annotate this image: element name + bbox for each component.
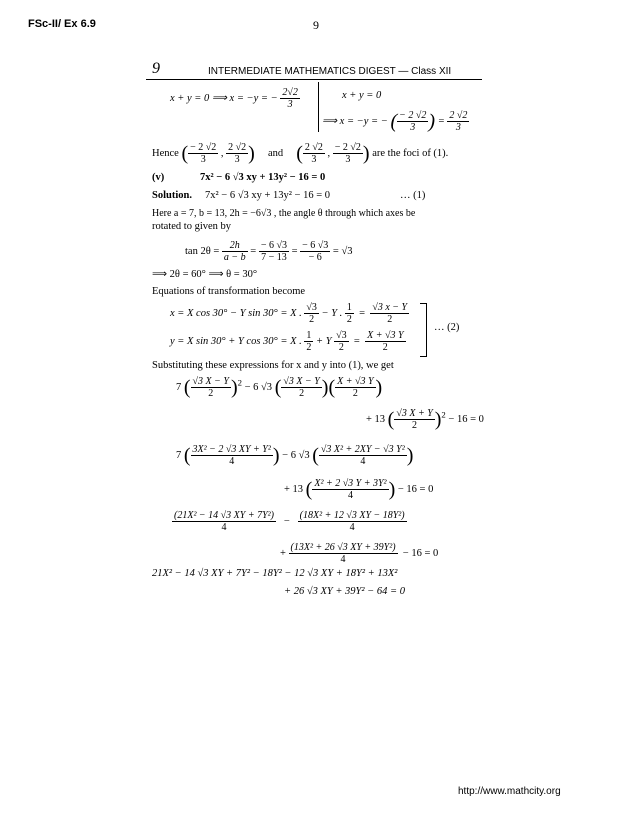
digest-title: INTERMEDIATE MATHEMATICS DIGEST — Class XII	[208, 66, 452, 77]
vertical-divider	[318, 82, 319, 132]
step-8: + 26 √3 XY + 39Y² − 64 = 0	[284, 586, 405, 597]
part-v-label: (v)	[152, 172, 165, 183]
step-2: + 13 ( $\frac{√3 X + Y}{2}$ )$^2$ − 16 = 0	[366, 408, 484, 431]
transformation-heading: Equations of transformation become	[152, 286, 306, 297]
solution-equation: 7x² − 6 √3 xy + 13y² − 16 = 0	[205, 190, 330, 201]
step-7: 21X² − 14 √3 XY + 7Y² − 18Y² − 12 √3 XY + 18Y² + 13X²	[152, 568, 398, 579]
line1-left: x + y = 0 ⟹ x = −y = − $\frac{2√2}{3}$	[170, 87, 298, 110]
header-rule	[146, 79, 482, 80]
equation-tag-2: … (2)	[434, 322, 460, 333]
part-v-equation: 7x² − 6 √3 xy + 13y² − 16 = 0	[200, 172, 326, 183]
step-6: + $\frac{\text{(13X² + 26 √3 XY + 39Y²)}}{4}$ − 16 = 0	[280, 542, 439, 565]
step-3: 7 ( $\frac{\text{3X² − 2 √3 XY + Y²}}{4}$ ) − 6 √3 ( $\frac{\text{√3 X² + 2XY − √3 Y²}}{4}$ )	[176, 444, 414, 467]
step-5: $\frac{\text{(21X² − 14 √3 XY + 7Y²)}}{4}$ − $\frac{\text{(18X² + 12 √3 XY − 18Y²)}}{4}$	[174, 510, 405, 533]
substituting-line: Substituting these expressions for x and y into (1), we get	[152, 360, 394, 371]
equation-tag-1: … (1)	[400, 190, 426, 201]
footer-url[interactable]: http://www.mathcity.org	[458, 786, 561, 797]
transform-bracket	[420, 303, 427, 357]
exercise-ref: FSc-II/ Ex 6.9	[28, 18, 96, 30]
tan-line: tan 2θ = $\frac{2h}{a - b}$ = $\frac{- 6 √3}{7 - 13}$ = $\frac{- 6 √3}{- 6}$ = √3	[185, 240, 353, 263]
theta-line: ⟹ 2θ = 60° ⟹ θ = 30°	[152, 269, 258, 280]
y-transform: y = X sin 30° + Y cos 30° = X . $\frac{1}{2}$ + Y $\frac{√3}{2}$ = $\frac{X + √3 Y}{2}$	[170, 330, 404, 353]
here-line: Here a = 7, b = 13, 2h = −6√3 , the angle θ through which axes be	[152, 208, 416, 219]
x-transform: x = X cos 30° − Y sin 30° = X . $\frac{√3}{2}$ − Y . $\frac{1}{2}$ = $\frac{√3 x - Y}{2}$	[170, 302, 408, 325]
solution-label: Solution.	[152, 190, 192, 201]
step-4: + 13 ( $\frac{\text{X² + 2 √3 Y + 3Y²}}{4}$ ) − 16 = 0	[284, 478, 434, 501]
hence-line: Hence ( $\frac{- 2 √2}{3}$ , $\frac{2 √2}{3}$ ) and ( $\frac{2 √2}{3}$ , $\frac{- 2 √2}{3}$ ) are the foci of (1).	[152, 142, 449, 165]
digest-page-mark: 9	[152, 60, 160, 77]
line2-right: ⟹ x = −y = − ( $\frac{- 2 √2}{3}$ ) = $\frac{2 √2}{3}$	[322, 110, 468, 133]
step-1: 7 ( $\frac{√3 X - Y}{2}$ )$^2$ − 6 √3 ( $\frac{√3 X - Y}{2}$ )( $\frac{X + √3 Y}{2}$ )	[176, 376, 383, 399]
line1-right: x + y = 0	[342, 90, 382, 101]
rotated-line: rotated to given by	[152, 221, 232, 232]
page-number: 9	[313, 18, 319, 32]
